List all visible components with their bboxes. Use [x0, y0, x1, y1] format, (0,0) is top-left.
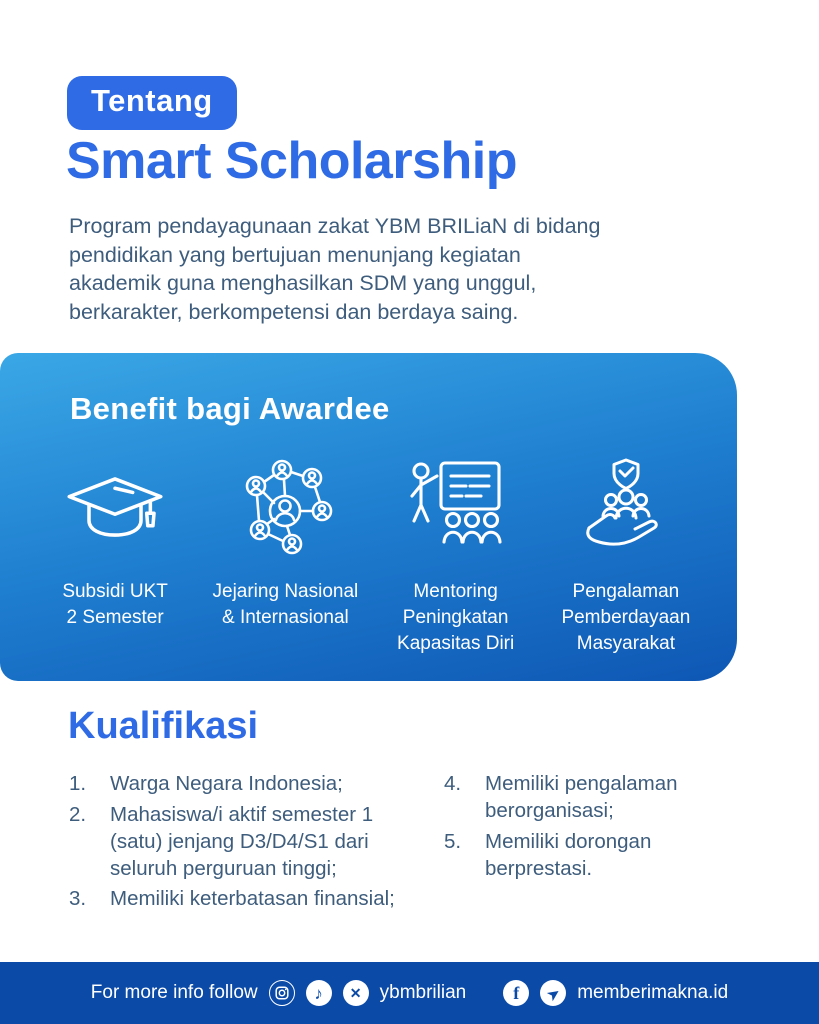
- mentoring-presentation-icon: [371, 457, 541, 557]
- list-item: 1. Warga Negara Indonesia;: [69, 772, 343, 795]
- list-item: 3. Memiliki keterbatasan finansial;: [69, 887, 395, 911]
- kualifikasi-list-right: [444, 771, 744, 917]
- people-network-icon: [200, 457, 370, 557]
- community-empowerment-icon: [541, 457, 711, 557]
- benefit-item-mentoring: [371, 457, 541, 658]
- x-icon[interactable]: ✕: [343, 980, 369, 1006]
- benefit-item-pemberdayaan: [541, 457, 711, 658]
- benefit-label: Mentoring Peningkatan Kapasitas Diri: [397, 581, 515, 655]
- benefit-card: [0, 353, 737, 681]
- page-title: Smart Scholarship: [66, 132, 517, 190]
- kualifikasi-list-left: [69, 771, 424, 917]
- program-description: Program pendayagunaan zakat YBM BRILiaN di bidang pendidikan yang bertujuan menunjang kegiatan akademik guna menghasilkan SDM yang unggul, berkarakter, berkompetensi dan berdaya saing.: [69, 214, 601, 324]
- footer-bar: [0, 962, 819, 1024]
- benefit-card-title: Benefit bagi Awardee: [70, 391, 390, 426]
- instagram-icon[interactable]: [269, 980, 295, 1006]
- benefit-label: Jejaring Nasional & Internasional: [212, 581, 359, 629]
- kualifikasi-lists: [69, 771, 744, 917]
- tiktok-icon[interactable]: ♪: [306, 980, 332, 1006]
- benefit-item-jejaring: [200, 457, 370, 658]
- list-item: 4. Memiliki pengalaman berorganisasi;: [444, 772, 678, 822]
- web-handle[interactable]: memberimakna.id: [577, 982, 729, 1003]
- facebook-icon[interactable]: f: [503, 980, 529, 1006]
- benefit-item-subsidi: [30, 457, 200, 658]
- tentang-badge: Tentang: [67, 76, 237, 130]
- list-item: 5. Memiliki dorongan berprestasi.: [444, 829, 652, 880]
- graduation-cap-icon: [30, 457, 200, 557]
- benefit-row: [0, 427, 737, 658]
- telegram-icon[interactable]: ➤: [540, 980, 566, 1006]
- footer-text: For more info follow: [90, 982, 258, 1003]
- benefit-label: Subsidi UKT 2 Semester: [62, 581, 168, 629]
- list-item: 2. Mahasiswa/i aktif semester 1 (satu) jenjang D3/D4/S1 dari seluruh perguruan tinggi;: [69, 802, 374, 880]
- kualifikasi-title: Kualifikasi: [68, 705, 259, 747]
- social-handle[interactable]: ybmbrilian: [379, 982, 467, 1003]
- benefit-label: Pengalaman Pemberdayaan Masyarakat: [561, 581, 691, 655]
